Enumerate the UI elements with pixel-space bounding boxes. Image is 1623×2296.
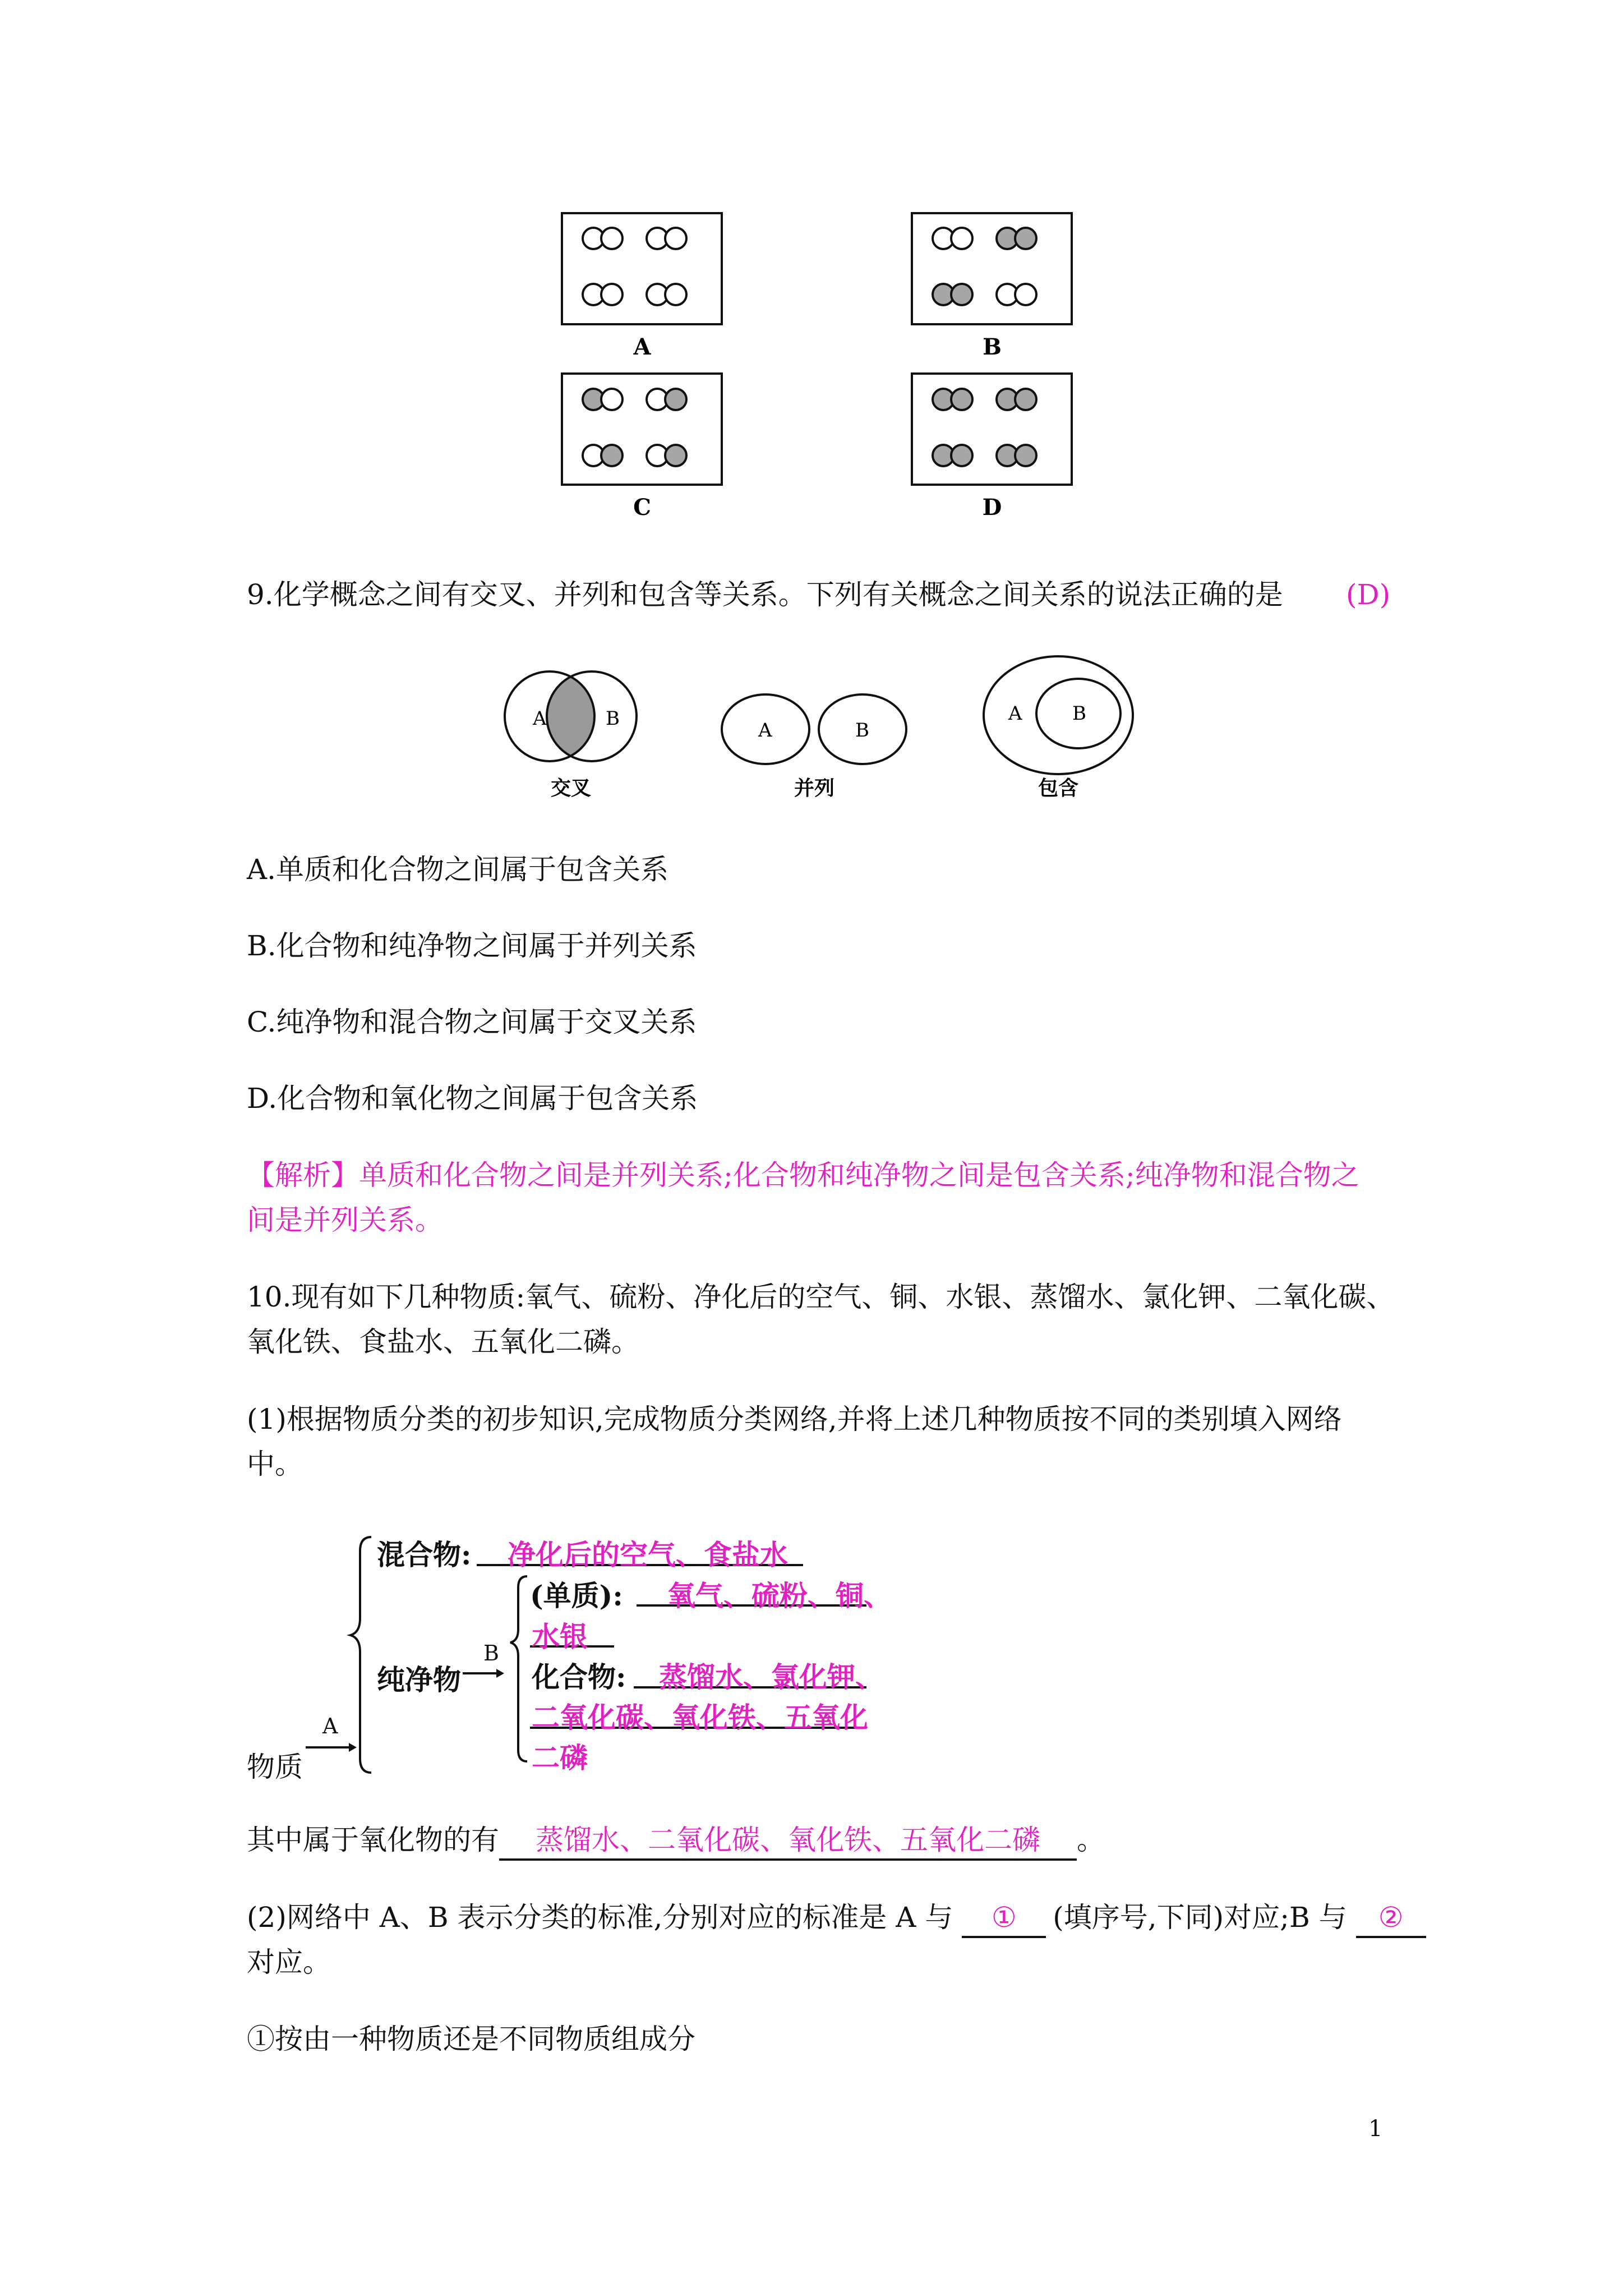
venn-parallel-b: B	[855, 719, 869, 742]
q9-answer-open: (	[1346, 578, 1357, 611]
network-compound-label: 化合物:	[532, 1660, 626, 1694]
venn-cross-label: 交叉	[550, 777, 592, 800]
q10-part1-line2: 中。	[247, 1448, 303, 1480]
box-b	[912, 213, 1072, 324]
q10-part1-line1: (1)根据物质分类的初步知识,完成物质分类网络,并将上述几种物质按不同的类别填入网络	[247, 1403, 1342, 1435]
network-compound-answer-1: 蒸馏水、氯化钾、	[659, 1660, 883, 1694]
molecule-figure	[555, 208, 1082, 527]
network-element-answer-2: 水银	[532, 1620, 588, 1653]
label-d: D	[982, 494, 1002, 521]
venn-contain-a: A	[1008, 702, 1022, 725]
label-a: A	[633, 334, 651, 360]
part2-text1: (2)网络中 A、B 表示分类的标准,分别对应的标准是 A 与	[247, 1901, 953, 1934]
venn-parallel	[722, 694, 906, 800]
q9-answer-close: )	[1379, 578, 1391, 611]
venn-contain	[984, 656, 1133, 800]
label-c: C	[633, 494, 651, 521]
q9-answer	[1346, 572, 1390, 617]
q9-stem	[247, 572, 1283, 617]
q10-choice-1: ①按由一种物质还是不同物质组成分	[247, 2023, 695, 2055]
q10-stem-line1: 10.现有如下几种物质:氧气、硫粉、净化后的空气、铜、水银、蒸馏水、氯化钾、二氧化碳、	[247, 1281, 1395, 1313]
network-compound-answer-2: 二氧化碳、氧化铁、五氧化	[532, 1701, 868, 1734]
q10-part2-line2: 对应。	[247, 1946, 331, 1978]
venn-cross	[505, 671, 637, 800]
oxide-answer-text: 蒸馏水、二氧化碳、氧化铁、五氧化二磷	[536, 1824, 1040, 1856]
venn-cross-b: B	[606, 707, 620, 730]
network-mixture-label: 混合物:	[377, 1538, 472, 1571]
q10-oxide-line	[247, 1818, 1105, 1862]
q9-option-a: A.单质和化合物之间属于包含关系	[247, 853, 669, 886]
part2-answer-a-text: ①	[991, 1901, 1017, 1934]
box-c	[562, 374, 722, 485]
network-root: 物质	[247, 1751, 303, 1783]
q9-option-d: D.化合物和氧化物之间属于包含关系	[247, 1082, 698, 1115]
box-d	[912, 374, 1072, 485]
network-compound-answer-3: 二磷	[532, 1741, 588, 1774]
network-arrow-a-label: A	[322, 1714, 338, 1738]
venn-figure	[494, 654, 1144, 811]
page-number: 1	[1368, 2116, 1383, 2142]
venn-contain-label: 包含	[1038, 777, 1079, 800]
oxide-prefix: 其中属于氧化物的有	[247, 1824, 499, 1856]
venn-parallel-label: 并列	[794, 777, 835, 800]
q9-analysis-line1: 【解析】单质和化合物之间是并列关系;化合物和纯净物之间是包含关系;纯净物和混合物之	[247, 1159, 1359, 1191]
network-element-answer-1: 氧气、硫粉、铜、	[667, 1579, 892, 1612]
label-b: B	[983, 334, 1002, 360]
part2-answer-b-text: ②	[1378, 1901, 1404, 1934]
q9-analysis-line2: 间是并列关系。	[247, 1204, 443, 1236]
network-arrow-b-label: B	[483, 1641, 499, 1665]
q10-part2-line1	[247, 1895, 1426, 1940]
part2-answer-a	[962, 1899, 1046, 1938]
venn-cross-a: A	[533, 707, 547, 730]
network-element-label: (单质):	[530, 1579, 623, 1612]
q9-answer-letter: D	[1357, 578, 1380, 611]
venn-contain-b: B	[1072, 702, 1086, 725]
q9-option-b: B.化合物和纯净物之间属于并列关系	[247, 930, 697, 962]
oxide-suffix: 。	[1077, 1824, 1105, 1856]
part2-answer-b	[1356, 1899, 1426, 1938]
q10-stem-line2: 氧化铁、食盐水、五氧化二磷。	[247, 1326, 639, 1358]
box-a	[562, 213, 722, 324]
q9-option-c: C.纯净物和混合物之间属于交叉关系	[247, 1006, 697, 1038]
network-mixture-answer: 净化后的空气、食盐水	[508, 1538, 788, 1571]
venn-parallel-a: A	[758, 719, 772, 742]
part2-text2: (填序号,下同)对应;B 与	[1053, 1901, 1347, 1934]
oxide-answer	[499, 1821, 1077, 1861]
network-pure-label: 纯净物	[377, 1663, 461, 1696]
q9-stem-text: 9.化学概念之间有交叉、并列和包含等关系。下列有关概念之间关系的说法正确的是	[247, 578, 1283, 611]
